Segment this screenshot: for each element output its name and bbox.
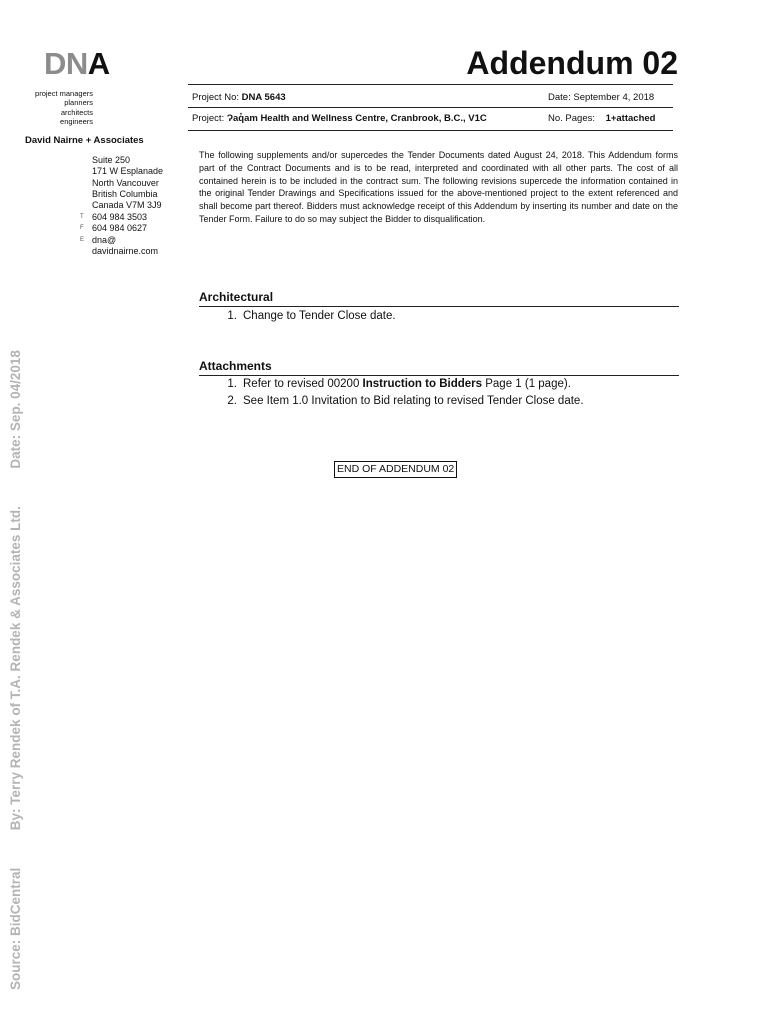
contact-label: F bbox=[80, 225, 84, 232]
address-line: 171 W Esplanade bbox=[92, 166, 164, 177]
item-number: 1. bbox=[227, 378, 237, 390]
list-item bbox=[199, 308, 396, 325]
contact-row bbox=[80, 235, 158, 246]
pages-value: 1+attached bbox=[605, 113, 656, 124]
logo-text-grey: DN bbox=[44, 46, 88, 81]
section-heading-architectural: Architectural bbox=[199, 290, 274, 304]
address-line: British Columbia bbox=[92, 188, 158, 199]
firm-address bbox=[92, 155, 163, 211]
firm-tagline bbox=[20, 89, 93, 126]
contact-label bbox=[80, 246, 92, 257]
contact-label: E bbox=[80, 236, 85, 243]
project-number-value: DNA 5643 bbox=[241, 92, 286, 103]
tagline-line: planners bbox=[64, 98, 93, 108]
firm-name: David Nairne + Associates bbox=[25, 135, 144, 146]
contact-label: T bbox=[80, 214, 84, 220]
logo-text-black: A bbox=[87, 46, 110, 81]
item-number: 2. bbox=[227, 395, 237, 407]
project-number-label: Project No: bbox=[192, 92, 239, 103]
email-address: dna@ bbox=[92, 234, 117, 245]
tagline-line: architects bbox=[60, 107, 93, 117]
intro-paragraph: The following supplements and/or supercedes the Tender Documents dated August 24, 2018. This Addendum forms part of the Contract Documents and is to be read, interpreted and coordinated with all other parts. The cost of all contained herein is to be included in the contract sum. The following revisions supercede the information contained in the original Tender Drawings and Specifications issued for the above-mentioned project to the extent referenced and shall become part thereof. Bidders must acknowledge receipt of this Addendum by inserting its number and date on the Tender Form. Failure to do so may subject the Bidder to disqualification. bbox=[199, 150, 678, 224]
project-label: Project: bbox=[192, 113, 225, 124]
item-text: Change to Tender Close date. bbox=[243, 310, 396, 322]
list-item bbox=[199, 393, 584, 410]
section-heading-attachments: Attachments bbox=[199, 359, 272, 373]
tagline-line: project managers bbox=[35, 89, 93, 98]
list-item bbox=[199, 376, 584, 393]
item-text-pre: Refer to revised 00200 bbox=[243, 378, 363, 390]
page-count bbox=[548, 113, 655, 124]
item-number: 1. bbox=[227, 310, 237, 322]
date-value: September 4, 2018 bbox=[573, 92, 655, 103]
contact-row bbox=[80, 212, 158, 223]
date-field bbox=[548, 92, 654, 103]
item-text: See Item 1.0 Invitation to Bid relating to revised Tender Close date. bbox=[243, 395, 584, 407]
item-text bbox=[243, 376, 571, 393]
source-watermark: Source: BidCentral By: Terry Rendek of T.A. Rendek & Associates Ltd. Date: Sep. 04/2018 bbox=[8, 350, 23, 990]
architectural-list bbox=[199, 308, 396, 325]
project-number bbox=[192, 92, 286, 103]
firm-contact bbox=[80, 212, 158, 257]
project-name bbox=[192, 113, 487, 124]
contact-row bbox=[80, 246, 158, 257]
section-divider bbox=[199, 306, 679, 307]
end-of-addendum-box: END OF ADDENDUM 02 bbox=[334, 461, 457, 478]
email-domain: davidnairne.com bbox=[92, 245, 159, 256]
address-line: Suite 250 bbox=[92, 155, 131, 165]
divider bbox=[188, 107, 673, 108]
contact-row bbox=[80, 223, 158, 234]
item-text-post: Page 1 (1 page). bbox=[482, 378, 571, 390]
fax-number: 604 984 0627 bbox=[92, 223, 148, 234]
company-logo bbox=[44, 48, 110, 79]
item-text-bold: Instruction to Bidders bbox=[362, 378, 483, 390]
document-title: Addendum 02 bbox=[466, 45, 678, 81]
address-line: Canada V7M 3J9 bbox=[92, 200, 162, 211]
date-label: Date: bbox=[548, 92, 571, 103]
pages-label: No. Pages: bbox=[548, 113, 595, 124]
divider bbox=[188, 130, 673, 131]
attachments-list bbox=[199, 376, 584, 410]
divider bbox=[188, 84, 673, 85]
phone-number: 604 984 3503 bbox=[92, 212, 148, 222]
tagline-line: engineers bbox=[60, 116, 93, 126]
project-value: Ɂaq̓am Health and Wellness Centre, Cranbrook, B.C., V1C bbox=[226, 113, 487, 124]
address-line: North Vancouver bbox=[92, 177, 159, 188]
